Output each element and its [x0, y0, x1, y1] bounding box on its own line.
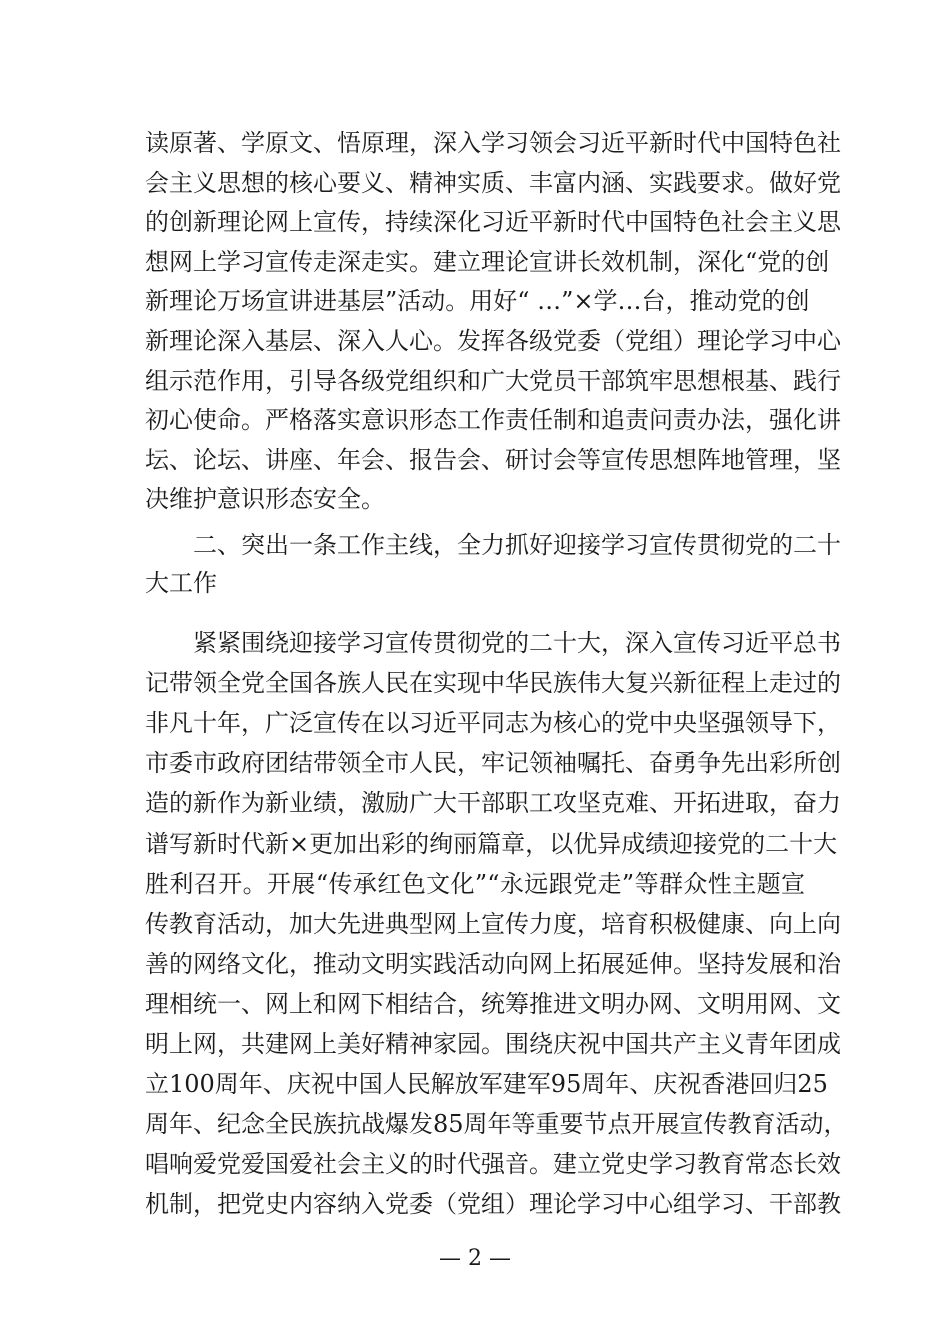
- text-line: 善的网络文化，推动文明实践活动向网上拓展延伸。坚持发展和治: [145, 950, 841, 978]
- text-line: 谱写新时代新×更加出彩的绚丽篇章，以优异成绩迎接党的二十大: [145, 830, 838, 858]
- page-number: — 2 —: [439, 1246, 511, 1271]
- text-line: 唱响爱党爱国爱社会主义的时代强音。建立党史学习教育常态长效: [145, 1150, 841, 1178]
- text-line: 组示范作用，引导各级党组织和广大党员干部筑牢思想根基、践行: [145, 367, 841, 395]
- text-line: 记带领全党全国各族人民在实现中华民族伟大复兴新征程上走过的: [145, 669, 841, 697]
- text-line: 机制，把党史内容纳入党委（党组）理论学习中心组学习、干部教: [145, 1190, 841, 1218]
- text-line: 新理论万场宣讲进基层”活动。用好“ …”×学…台，推动党的创: [145, 287, 810, 315]
- text-line: 紧紧围绕迎接学习宣传贯彻党的二十大，深入宣传习近平总书: [193, 629, 841, 657]
- text-line: 会主义思想的核心要义、精神实质、丰富内涵、实践要求。做好党: [145, 169, 841, 197]
- text-line: 想网上学习宣传走深走实。建立理论宣讲长效机制，深化“党的创: [145, 248, 830, 276]
- text-line: 初心使命。严格落实意识形态工作责任制和追责问责办法，强化讲: [145, 406, 841, 434]
- heading-line: 二、突出一条工作主线，全力抓好迎接学习宣传贯彻党的二十: [193, 531, 841, 559]
- text-line: 坛、论坛、讲座、年会、报告会、研讨会等宣传思想阵地管理，坚: [145, 446, 841, 474]
- text-line: 立100周年、庆祝中国人民解放军建军95周年、庆祝香港回归25: [145, 1070, 828, 1098]
- text-line: 传教育活动，加大先进典型网上宣传力度，培育积极健康、向上向: [145, 910, 841, 938]
- text-line: 市委市政府团结带领全市人民，牢记领袖嘱托、奋勇争先出彩所创: [145, 749, 841, 777]
- text-line: 决维护意识形态安全。: [145, 485, 385, 513]
- text-line: 明上网，共建网上美好精神家园。围绕庆祝中国共产主义青年团成: [145, 1030, 841, 1058]
- heading-line: 大工作: [145, 569, 217, 597]
- text-line: 新理论深入基层、深入人心。发挥各级党委（党组）理论学习中心: [145, 327, 841, 355]
- text-line: 的创新理论网上宣传，持续深化习近平新时代中国特色社会主义思: [145, 208, 841, 236]
- text-line: 胜利召开。开展“传承红色文化”“永远跟党走”等群众性主题宣: [145, 870, 805, 898]
- text-line: 理相统一、网上和网下相结合，统筹推进文明办网、文明用网、文: [145, 990, 841, 1018]
- text-line: 读原著、学原文、悟原理，深入学习领会习近平新时代中国特色社: [145, 129, 841, 157]
- text-line: 非凡十年，广泛宣传在以习近平同志为核心的党中央坚强领导下，: [145, 709, 841, 737]
- text-line: 造的新作为新业绩，激励广大干部职工攻坚克难、开拓进取，奋力: [145, 789, 841, 817]
- text-line: 周年、纪念全民族抗战爆发85周年等重要节点开展宣传教育活动，: [145, 1110, 848, 1138]
